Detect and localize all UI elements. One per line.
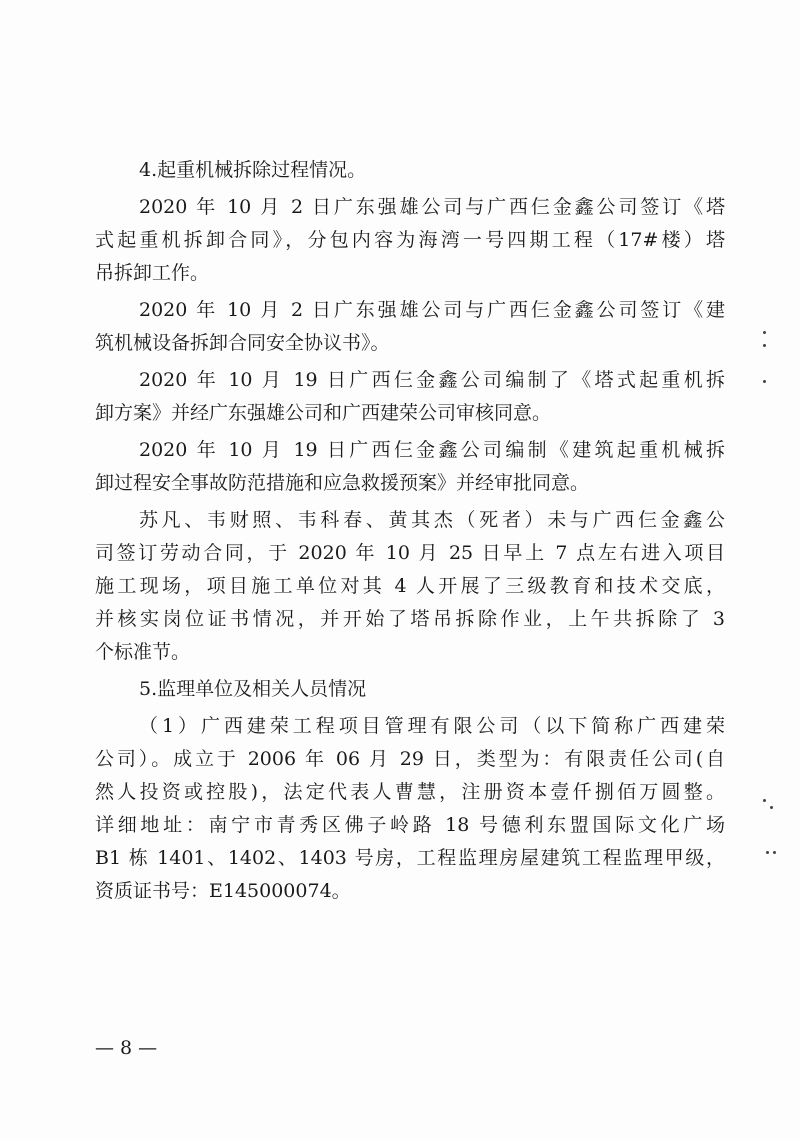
paragraph-line: B1 栋 1401、1402、1403 号房，工程监理房屋建筑工程监理甲级， bbox=[95, 847, 725, 869]
scan-speck bbox=[773, 851, 776, 854]
paragraph-line: 并核实岗位证书情况，并开始了塔吊拆除作业，上午共拆除了 3 bbox=[95, 608, 725, 630]
section-heading-4: 4.起重机械拆除过程情况。 bbox=[139, 159, 367, 181]
paragraph-3 bbox=[95, 364, 725, 430]
scan-speck bbox=[770, 806, 773, 809]
paragraph-5 bbox=[95, 504, 725, 669]
paragraph-line: 2020 年 10 月 19 日广西仨金鑫公司编制了《塔式起重机拆 bbox=[139, 369, 725, 391]
paragraph-1 bbox=[95, 191, 725, 290]
paragraph-line: 司签订劳动合同，于 2020 年 10 月 25 日早上 7 点左右进入项目 bbox=[95, 542, 725, 564]
paragraph-line: （1）广西建荣工程项目管理有限公司（以下简称广西建荣 bbox=[139, 715, 725, 737]
paragraph-line: 个标准节。 bbox=[95, 641, 191, 663]
document-body bbox=[95, 154, 725, 908]
scan-speck bbox=[763, 331, 766, 334]
paragraph-2 bbox=[95, 294, 725, 360]
paragraph-line: 式起重机拆卸合同》，分包内容为海湾一号四期工程（17#楼）塔 bbox=[95, 229, 725, 251]
paragraph-4 bbox=[95, 434, 725, 500]
paragraph-line: 卸过程安全事故防范措施和应急救援预案》并经审批同意。 bbox=[95, 472, 590, 494]
paragraph-line: 公司）。成立于 2006 年 06 月 29 日，类型为：有限责任公司(自 bbox=[95, 748, 725, 770]
scan-speck bbox=[766, 851, 769, 854]
paragraph-6 bbox=[95, 710, 725, 908]
paragraph-line: 资质证书号：E145000074。 bbox=[95, 880, 351, 902]
section-heading-5: 5.监理单位及相关人员情况 bbox=[139, 678, 367, 700]
paragraph-line: 苏凡、韦财照、韦科春、黄其杰（死者）未与广西仨金鑫公 bbox=[139, 509, 725, 531]
paragraph-line: 筑机械设备拆卸合同安全协议书》。 bbox=[95, 332, 390, 354]
paragraph-line: 然人投资或控股)，法定代表人曹慧，注册资本壹仟捌佰万圆整。 bbox=[95, 781, 725, 803]
paragraph-line: 施工现场，项目施工单位对其 4 人开展了三级教育和技术交底， bbox=[95, 575, 725, 597]
page-number: — 8 — bbox=[95, 1037, 158, 1059]
paragraph-line: 吊拆卸工作。 bbox=[95, 262, 210, 284]
scan-speck bbox=[763, 799, 766, 802]
paragraph-line: 2020 年 10 月 19 日广西仨金鑫公司编制《建筑起重机械拆 bbox=[139, 439, 725, 461]
scan-speck bbox=[763, 344, 766, 347]
paragraph-line: 卸方案》并经广东强雄公司和广西建荣公司审核同意。 bbox=[95, 402, 552, 424]
paragraph-line: 详细地址：南宁市青秀区佛子岭路 18 号德利东盟国际文化广场 bbox=[95, 814, 725, 836]
scan-speck bbox=[763, 380, 766, 383]
paragraph-line: 2020 年 10 月 2 日广东强雄公司与广西仨金鑫公司签订《塔 bbox=[139, 196, 725, 218]
paragraph-line: 2020 年 10 月 2 日广东强雄公司与广西仨金鑫公司签订《建 bbox=[139, 299, 725, 321]
